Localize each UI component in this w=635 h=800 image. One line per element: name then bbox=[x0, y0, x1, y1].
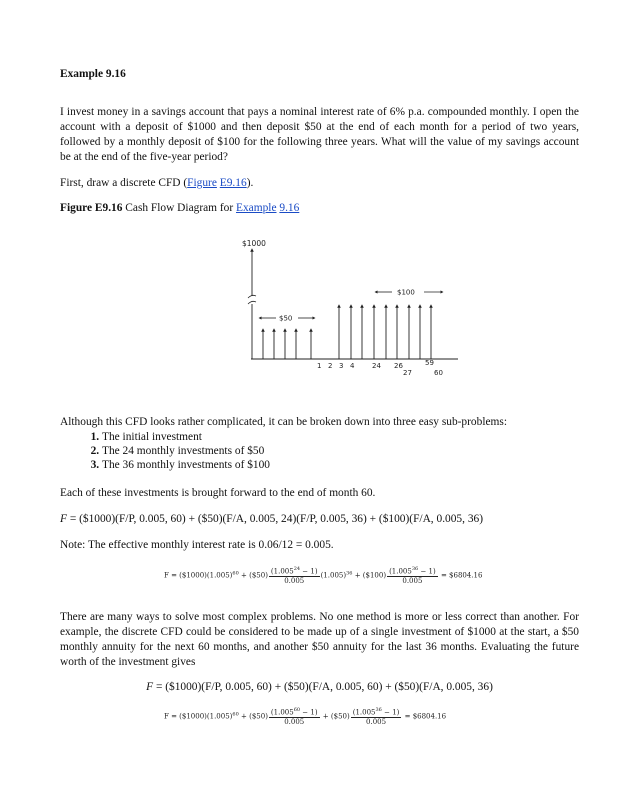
sub-problem-list bbox=[60, 430, 579, 472]
tick-label: 27 bbox=[403, 369, 412, 377]
example-link[interactable]: Example bbox=[236, 202, 277, 214]
tick-label: 3 bbox=[339, 362, 344, 370]
figure-ref-link[interactable]: E9.16 bbox=[219, 177, 247, 189]
deposits-100 bbox=[339, 306, 431, 359]
equation-2: F = ($1000)(F/P, 0.005, 60) + ($50)(F/A, 0.005, 60) + ($50)(F/A, 0.005, 36) bbox=[146, 681, 493, 693]
deposits-50 bbox=[263, 330, 311, 359]
figure-link[interactable]: Figure bbox=[187, 177, 217, 189]
figure-caption: Figure E9.16 Cash Flow Diagram for Example 9.16 bbox=[60, 202, 300, 214]
list-item: 2. The 24 monthly investments of $50 bbox=[102, 444, 579, 458]
example-title: Example 9.16 bbox=[60, 68, 126, 80]
problem-statement: I invest money in a savings account that pays a nominal interest rate of 6% p.a. compounded monthly. I open the account with a deposit of $1000 and then deposit $50 at the end of each month for a period of two years, followed by a monthly deposit of $100 for the following three years. What will the value of my savings account be at the end of the five-year period? bbox=[60, 106, 579, 163]
example-ref-link[interactable]: 9.16 bbox=[279, 202, 300, 214]
note-text: Note: The effective monthly interest rate is 0.06/12 = 0.005. bbox=[60, 539, 334, 551]
intro-text: Although this CFD looks rather complicated, it can be broken down into three easy sub-problems: bbox=[60, 416, 507, 428]
computed-equation-2: $F = (\$1000)(1.005)^{60}$ + ($50) $\frac{(1.005^{60} - 1)}{0.005}$ + ($50) $\frac{(1.005^{36} - 1)}{0.005}$ = $6804.16 bbox=[164, 707, 447, 727]
cash-flow-diagram bbox=[232, 234, 472, 382]
tick-label: 26 bbox=[394, 362, 403, 370]
tick-label: 59 bbox=[425, 359, 434, 367]
initial-label: $1000 bbox=[242, 239, 266, 248]
list-item: 1. The initial investment bbox=[102, 430, 579, 444]
first-draw-line: First, draw a discrete CFD (Figure E9.16). bbox=[60, 177, 254, 189]
axis-break-mark bbox=[248, 295, 256, 304]
list-item: 3. The 36 monthly investments of $100 bbox=[102, 458, 579, 472]
brought-forward-text: Each of these investments is brought forward to the end of month 60. bbox=[60, 487, 376, 499]
monthly-50-label: $50 bbox=[279, 314, 293, 323]
equation-1: F = ($1000)(F/P, 0.005, 60) + ($50)(F/A, 0.005, 24)(F/P, 0.005, 36) + ($100)(F/A, 0.005, 36) bbox=[60, 513, 484, 525]
computed-equation-1: $F = (\$1000)(1.005)^{60}$ + ($50) $\frac{(1.005^{24} - 1)}{0.005}$ $(1.005)^{36}$ + ($100) $\frac{(1.005^{36} - 1)}{0.005}$ = $6804.16 bbox=[164, 566, 483, 586]
tick-label: 24 bbox=[372, 362, 381, 370]
tick-label: 1 bbox=[317, 362, 322, 370]
alternative-method-text: There are many ways to solve most complex problems. No one method is more or less correct than another. For example, the discrete CFD could be considered to be made up of a single investment of $1000 at the start, a $50 monthly annuity for the next 60 months, and another $50 annuity for the last 36 months. Evaluating the future worth of the investment gives bbox=[60, 611, 579, 668]
tick-label: 2 bbox=[328, 362, 333, 370]
tick-label: 4 bbox=[350, 362, 355, 370]
monthly-100-label: $100 bbox=[397, 288, 415, 297]
tick-label: 60 bbox=[434, 369, 443, 377]
